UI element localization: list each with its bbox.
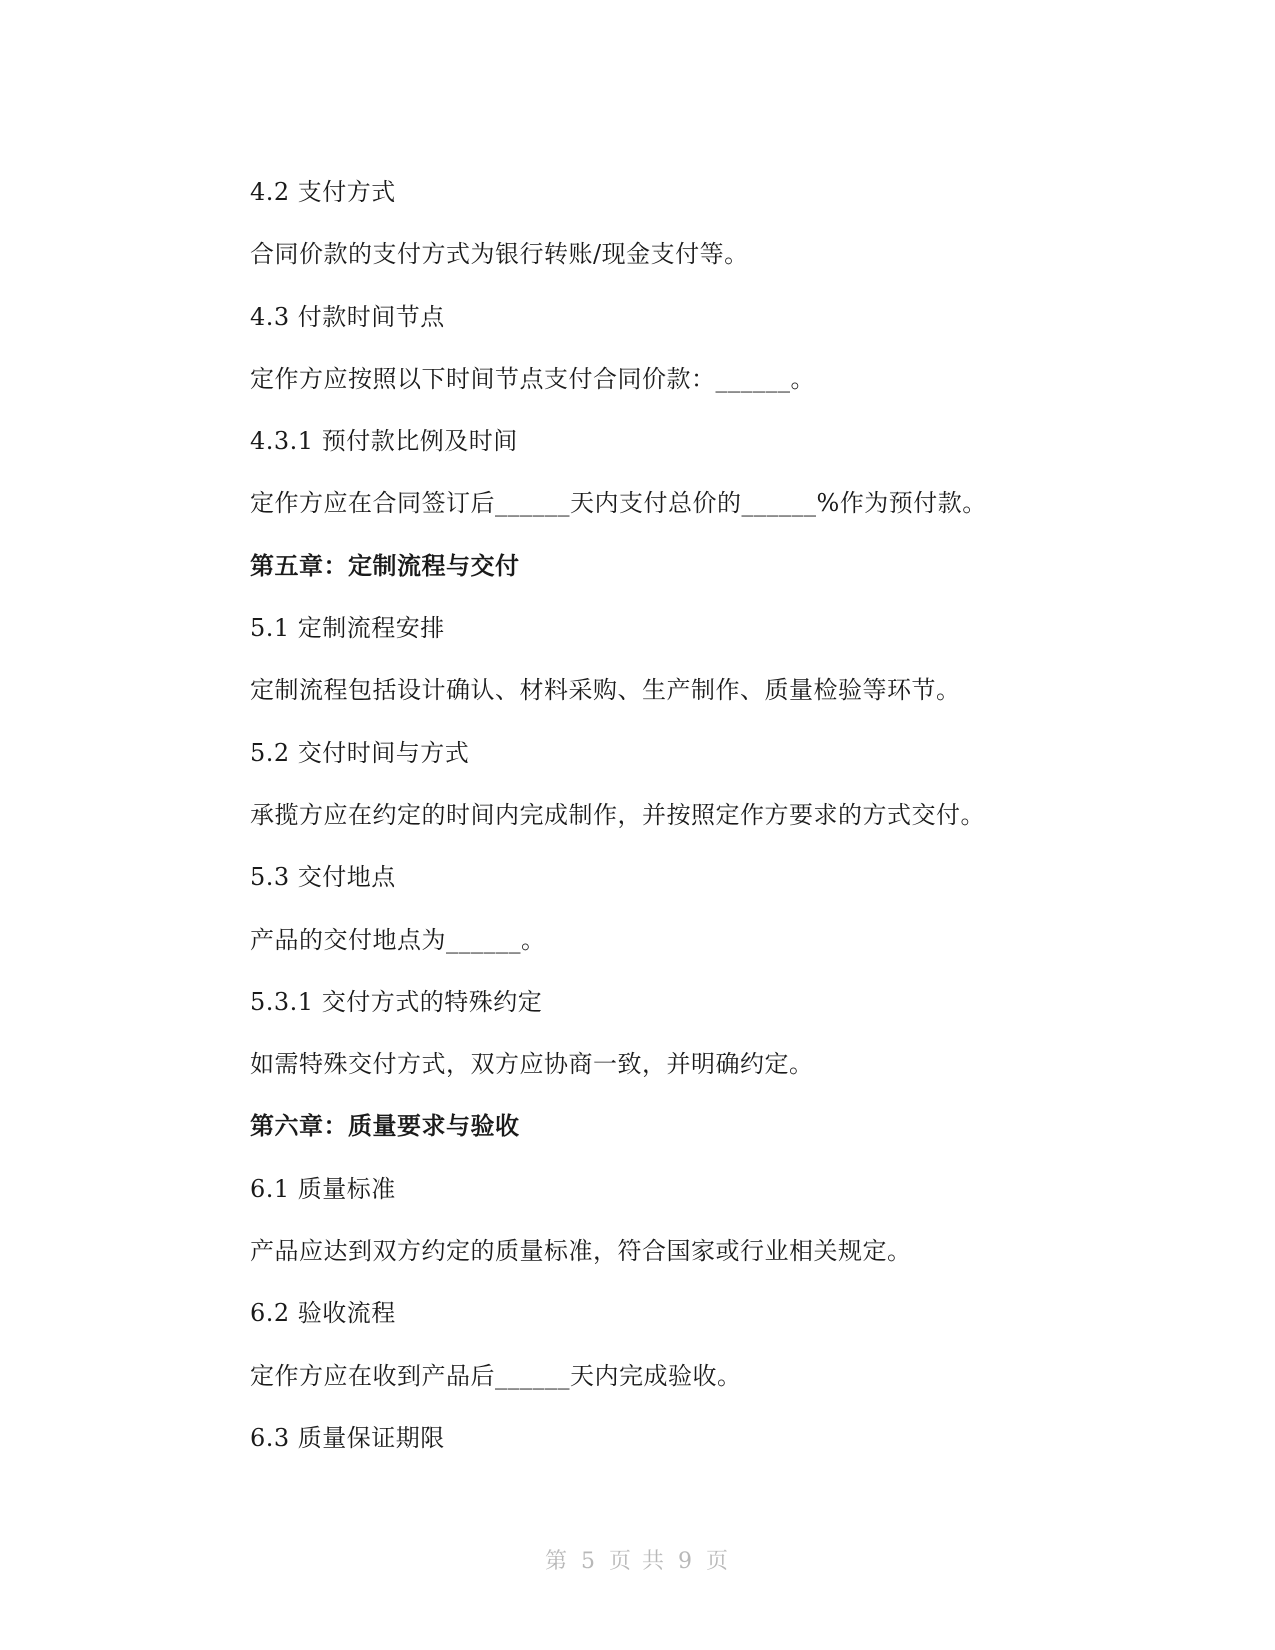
section-6-2-heading: 6.2 验收流程	[250, 1299, 396, 1328]
section-5-3-heading: 5.3 交付地点	[250, 863, 396, 892]
footer-current-page: 5	[581, 1549, 597, 1574]
section-4-3-heading: 4.3 付款时间节点	[250, 302, 445, 331]
section-4-3-1-text: 定作方应在合同签订后______天内支付总价的______%作为预付款。	[250, 489, 987, 518]
footer-total-pages: 9	[678, 1549, 694, 1574]
chapter-6-title: 第六章：质量要求与验收	[250, 1111, 520, 1141]
section-6-1-heading: 6.1 质量标准	[250, 1174, 396, 1203]
section-4-3-1-heading: 4.3.1 预付款比例及时间	[250, 427, 518, 456]
section-6-3-heading: 6.3 质量保证期限	[250, 1423, 445, 1452]
section-4-2-heading: 4.2 支付方式	[250, 178, 396, 206]
section-5-2-text: 承揽方应在约定的时间内完成制作，并按照定作方要求的方式交付。	[250, 800, 985, 829]
section-5-3-1-heading: 5.3.1 交付方式的特殊约定	[250, 987, 543, 1016]
document-body	[250, 172, 1110, 1480]
section-5-1-heading: 5.1 定制流程安排	[250, 614, 445, 643]
footer-prefix: 第	[544, 1549, 569, 1574]
chapter-5-title: 第五章：定制流程与交付	[250, 550, 520, 580]
section-5-2-heading: 5.2 交付时间与方式	[250, 738, 470, 767]
footer-suffix: 页	[706, 1549, 731, 1574]
section-4-2-text: 合同价款的支付方式为银行转账/现金支付等。	[250, 240, 749, 269]
section-5-3-1-text: 如需特殊交付方式，双方应协商一致，并明确约定。	[250, 1050, 814, 1079]
section-5-1-text: 定制流程包括设计确认、材料采购、生产制作、质量检验等环节。	[250, 676, 961, 705]
footer-middle: 页 共	[609, 1549, 666, 1574]
section-6-1-text: 产品应达到双方约定的质量标准，符合国家或行业相关规定。	[250, 1237, 912, 1266]
section-4-3-text: 定作方应按照以下时间节点支付合同价款：______。	[250, 364, 815, 393]
section-6-2-text: 定作方应在收到产品后______天内完成验收。	[250, 1361, 742, 1390]
section-5-3-text: 产品的交付地点为______。	[250, 925, 546, 954]
page-footer	[0, 1544, 1275, 1575]
